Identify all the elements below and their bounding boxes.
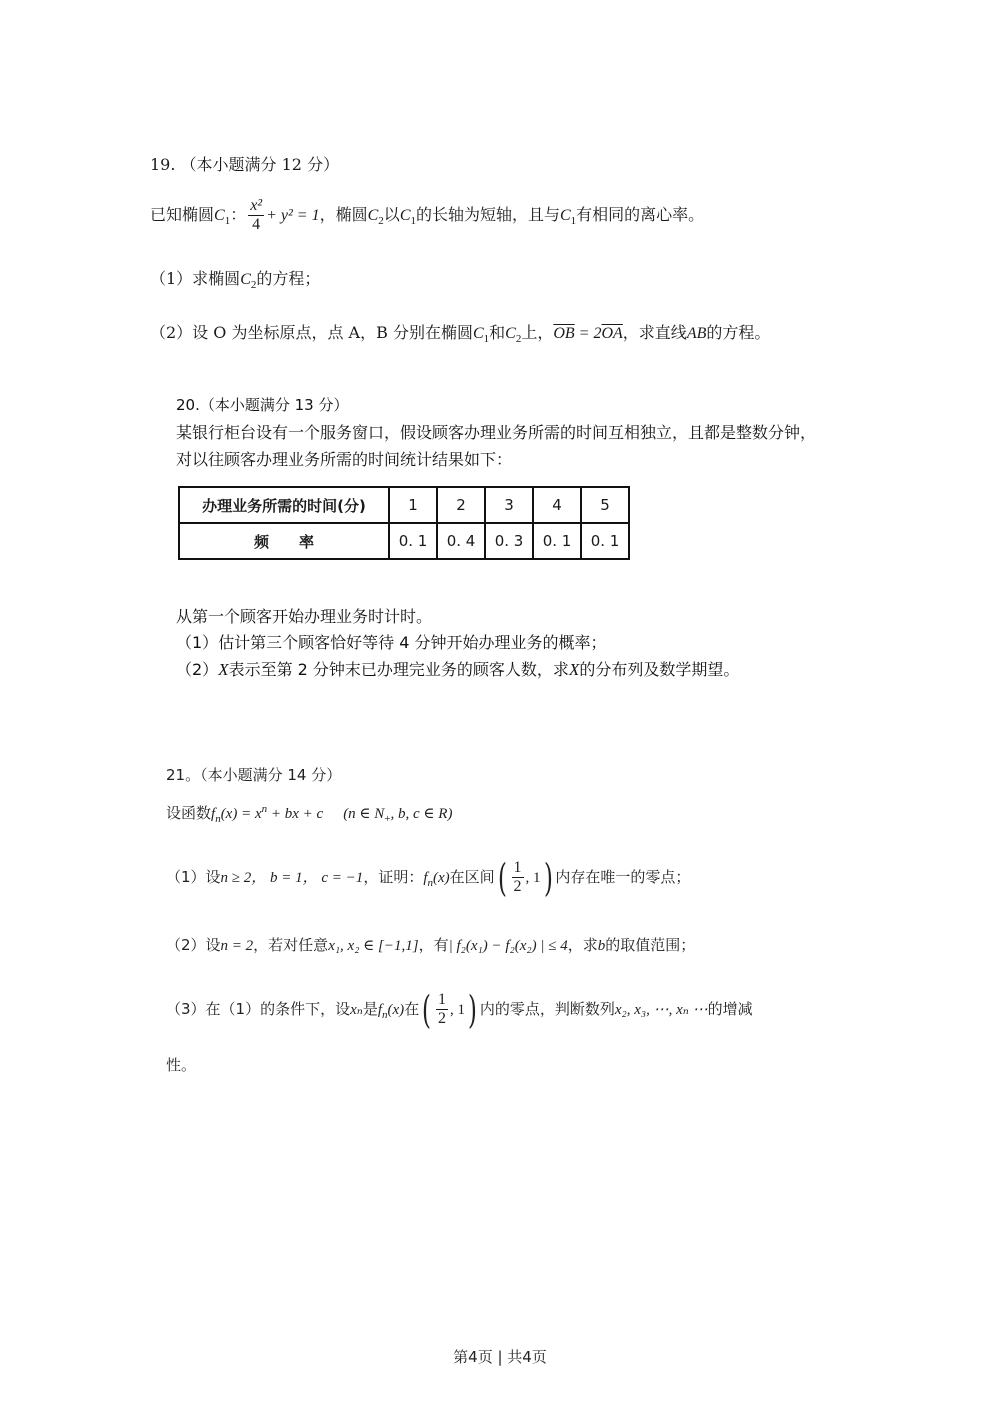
math-condition: n ≥ 2， b = 1， c = −1	[220, 870, 364, 886]
math-f: f	[211, 806, 216, 822]
text: ，若对任意	[253, 936, 329, 954]
math-f: f	[377, 1002, 383, 1018]
q20-title: 20.（本小题满分 13 分）	[176, 396, 349, 414]
text: （1）求椭圆	[150, 269, 241, 288]
vector-oa: $\overline{OA}$	[601, 325, 623, 342]
q21-title: 21。（本小题满分 14 分）	[166, 766, 342, 784]
subscript: n	[382, 1009, 388, 1021]
table-cell: 0. 1	[533, 523, 581, 559]
math: , 1	[525, 870, 541, 886]
right-paren: )	[467, 987, 477, 1032]
table-cell: 0. 1	[581, 523, 629, 559]
text: 在	[404, 1000, 420, 1018]
q21-part2	[166, 934, 695, 955]
math-b: b	[597, 938, 606, 954]
text: ，椭圆	[319, 205, 368, 224]
table-cell: 1	[389, 487, 437, 523]
math-sequence: x₂, x₃, ⋯, xₙ ⋯	[614, 1002, 708, 1018]
left-paren: (	[497, 855, 507, 900]
frequency-table	[178, 486, 630, 560]
subscript: 2	[378, 215, 384, 228]
subscript: +	[384, 813, 391, 825]
text: ，求	[567, 936, 598, 954]
q20-line3: 从第一个顾客开始办理业务时计时。	[176, 607, 433, 626]
math-x: X	[568, 660, 580, 679]
text: 的方程；	[256, 269, 321, 288]
math-c1: C	[399, 207, 411, 224]
subscript: 1	[410, 215, 416, 228]
text: 内的零点，判断数列	[479, 1000, 615, 1018]
text: 和	[489, 323, 506, 342]
subscript: 2	[515, 333, 522, 346]
fraction-one-half: $\frac{1}{2}$	[438, 991, 447, 1027]
table-cell: 5	[581, 487, 629, 523]
math-domain: (n ∈ N	[343, 806, 385, 822]
text: 的分布列及数学期望。	[579, 660, 740, 679]
math-arg: (x)	[387, 1002, 405, 1018]
q21-part3-cont: 性。	[166, 1056, 197, 1074]
q20-line2: 对以往顾客办理业务所需的时间统计结果如下：	[176, 450, 513, 469]
subscript: 1	[224, 215, 231, 228]
math-inequality: | f₂(x₁) − f₂(x₂) | ≤ 4	[448, 938, 568, 954]
table-row	[179, 487, 629, 523]
fraction-one-half: $\frac{1}{2}$	[513, 859, 522, 895]
text: 的长轴为短轴，且与	[415, 205, 560, 224]
subscript: 2	[250, 279, 257, 292]
right-paren: )	[543, 855, 553, 900]
text: 以	[383, 205, 400, 224]
q20-part2	[176, 657, 739, 680]
text: （2）	[176, 660, 219, 679]
math: + bx + c	[267, 806, 324, 822]
text: 的方程。	[706, 323, 771, 342]
q19-title: 19. （本小题满分 12 分）	[150, 155, 340, 174]
math-domain: , b, c ∈ R)	[390, 806, 453, 822]
math-condition: n = 2	[220, 938, 254, 954]
math-x: X	[218, 660, 229, 679]
q21-part3	[166, 984, 753, 1034]
text: 已知椭圆	[150, 205, 215, 224]
table-cell: 4	[533, 487, 581, 523]
table-row	[179, 523, 629, 559]
math: , 1	[450, 1002, 466, 1018]
text: ，求直线	[622, 323, 687, 342]
table-cell: 3	[485, 487, 533, 523]
math-c1: C	[214, 207, 225, 224]
subscript: n	[427, 877, 433, 889]
text: 表示至第 2 分钟末已办理完业务的顾客人数，求	[228, 660, 569, 679]
text: 是	[362, 1000, 378, 1018]
q20-line1: 某银行柜台设有一个服务窗口，假设顾客办理业务所需的时间互相独立，且都是整数分钟，	[176, 423, 817, 442]
math-f: f	[423, 870, 428, 886]
text: 上，	[521, 323, 554, 342]
q21-definition	[166, 802, 452, 825]
text: 有相同的离心率。	[576, 205, 705, 224]
q19-part1	[150, 266, 320, 291]
text: ，有	[418, 936, 449, 954]
text: 设函数	[166, 804, 212, 822]
math-xn: xₙ	[350, 1002, 363, 1018]
subscript: n	[215, 813, 221, 825]
text: （3）在（1）的条件下，设	[166, 1000, 351, 1018]
text: 的取值范围；	[605, 936, 696, 954]
text: （2）设	[166, 936, 221, 954]
text: 的增减	[707, 1000, 753, 1018]
math-ab: AB	[686, 325, 707, 342]
text: 内存在唯一的零点；	[555, 868, 691, 886]
text: = 2	[574, 325, 602, 342]
text: 在区间	[449, 868, 495, 886]
table-cell: 2	[437, 487, 485, 523]
table-header-time: 办理业务所需的时间(分)	[179, 487, 389, 523]
table-header-frequency: 频 率	[179, 523, 389, 559]
table-cell: 0. 1	[389, 523, 437, 559]
math: (x) = x	[220, 806, 262, 822]
vector-ob: $\overline{OB}$	[553, 325, 575, 342]
math-arg: (x)	[433, 870, 450, 886]
math-set: x₁, x₂ ∈ [−1,1]	[328, 938, 419, 954]
math-c1: C	[472, 325, 484, 342]
text: ：	[230, 205, 247, 224]
math-c1: C	[560, 207, 571, 224]
q19-part2	[150, 320, 770, 345]
table-cell: 0. 3	[485, 523, 533, 559]
text: （2）设 O 为坐标原点，点 A，B 分别在椭圆	[150, 323, 473, 342]
subscript: 1	[570, 215, 577, 228]
equation-tail: + y² = 1	[266, 207, 320, 224]
table-cell: 0. 4	[437, 523, 485, 559]
q20-part1: （1）估计第三个顾客恰好等待 4 分钟开始办理业务的概率；	[176, 633, 607, 652]
superscript: n	[261, 803, 268, 815]
text: ，证明：	[363, 868, 424, 886]
page-footer: 第4页 | 共4页	[453, 1348, 547, 1366]
math-c2: C	[367, 207, 379, 224]
math-c2: C	[505, 325, 516, 342]
q21-part1	[166, 852, 690, 902]
left-paren: (	[422, 987, 432, 1032]
fraction-x2-over-4: $\frac{\text{x²}}{4}$	[250, 197, 263, 233]
q19-stem	[150, 190, 704, 240]
subscript: 1	[483, 333, 490, 346]
math-c2: C	[240, 271, 251, 288]
text: （1）设	[166, 868, 221, 886]
